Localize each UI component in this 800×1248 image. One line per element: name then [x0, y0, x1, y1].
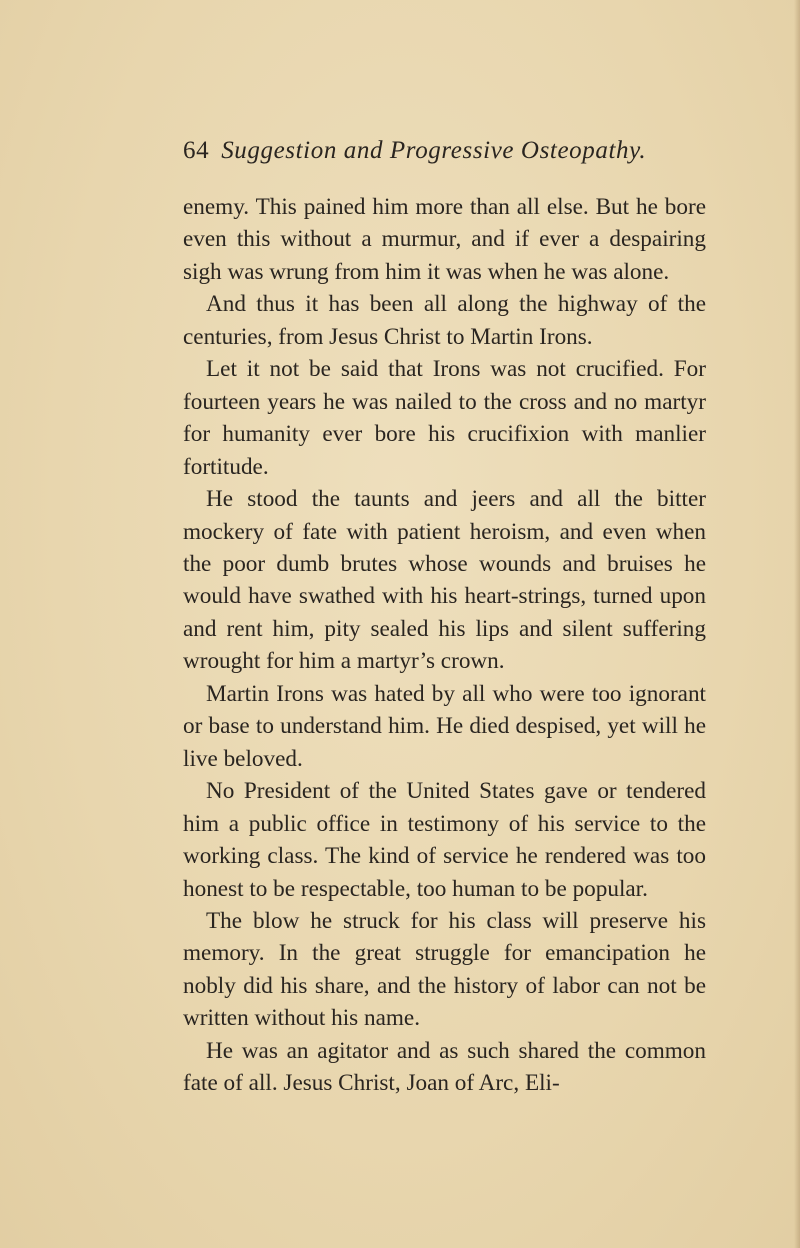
- body-text: [183, 191, 706, 1100]
- page-edge-shadow: [794, 0, 800, 1248]
- paragraph: He stood the taunts and jeers and all the bitter mockery of fate with patient heroism, and even when the poor dumb brutes whose wounds and bruises he would have swathed with his heart-strings, turned upon and rent him, pity sealed his lips and silent suffering wrought for him a martyr’s crown.: [183, 486, 706, 675]
- paragraph: enemy. This pained him more than all else. But he bore even this without a murmur, and if ever a despairing sigh was wrung from him it was when he was alone.: [183, 194, 706, 285]
- running-title: Suggestion and Progressive Osteopathy.: [221, 137, 647, 164]
- running-head: [183, 136, 703, 166]
- paragraph: Let it not be said that Irons was not crucified. For fourteen years he was nailed to the cross and no martyr for humanity ever bore his crucifixion with manlier fortitude.: [183, 356, 706, 480]
- page-number: 64: [183, 137, 210, 164]
- paragraph: And thus it has been all along the highway of the centuries, from Jesus Christ to Martin Irons.: [183, 291, 706, 350]
- paragraph: Martin Irons was hated by all who were too ignorant or base to understand him. He died despised, yet will he live beloved.: [183, 680, 706, 772]
- paragraph: No President of the United States gave or tendered him a public office in testimony of his service to the working class. The kind of service he rendered was too honest to be respectable, too human to be popular.: [183, 778, 706, 902]
- paragraph: He was an agitator and as such shared the common fate of all. Jesus Christ, Joan of Arc, Eli-: [183, 1037, 706, 1097]
- paragraph: The blow he struck for his class will preserve his memory. In the great struggle for emancipation he nobly did his share, and the history of labor can not be written without his name.: [183, 907, 706, 1032]
